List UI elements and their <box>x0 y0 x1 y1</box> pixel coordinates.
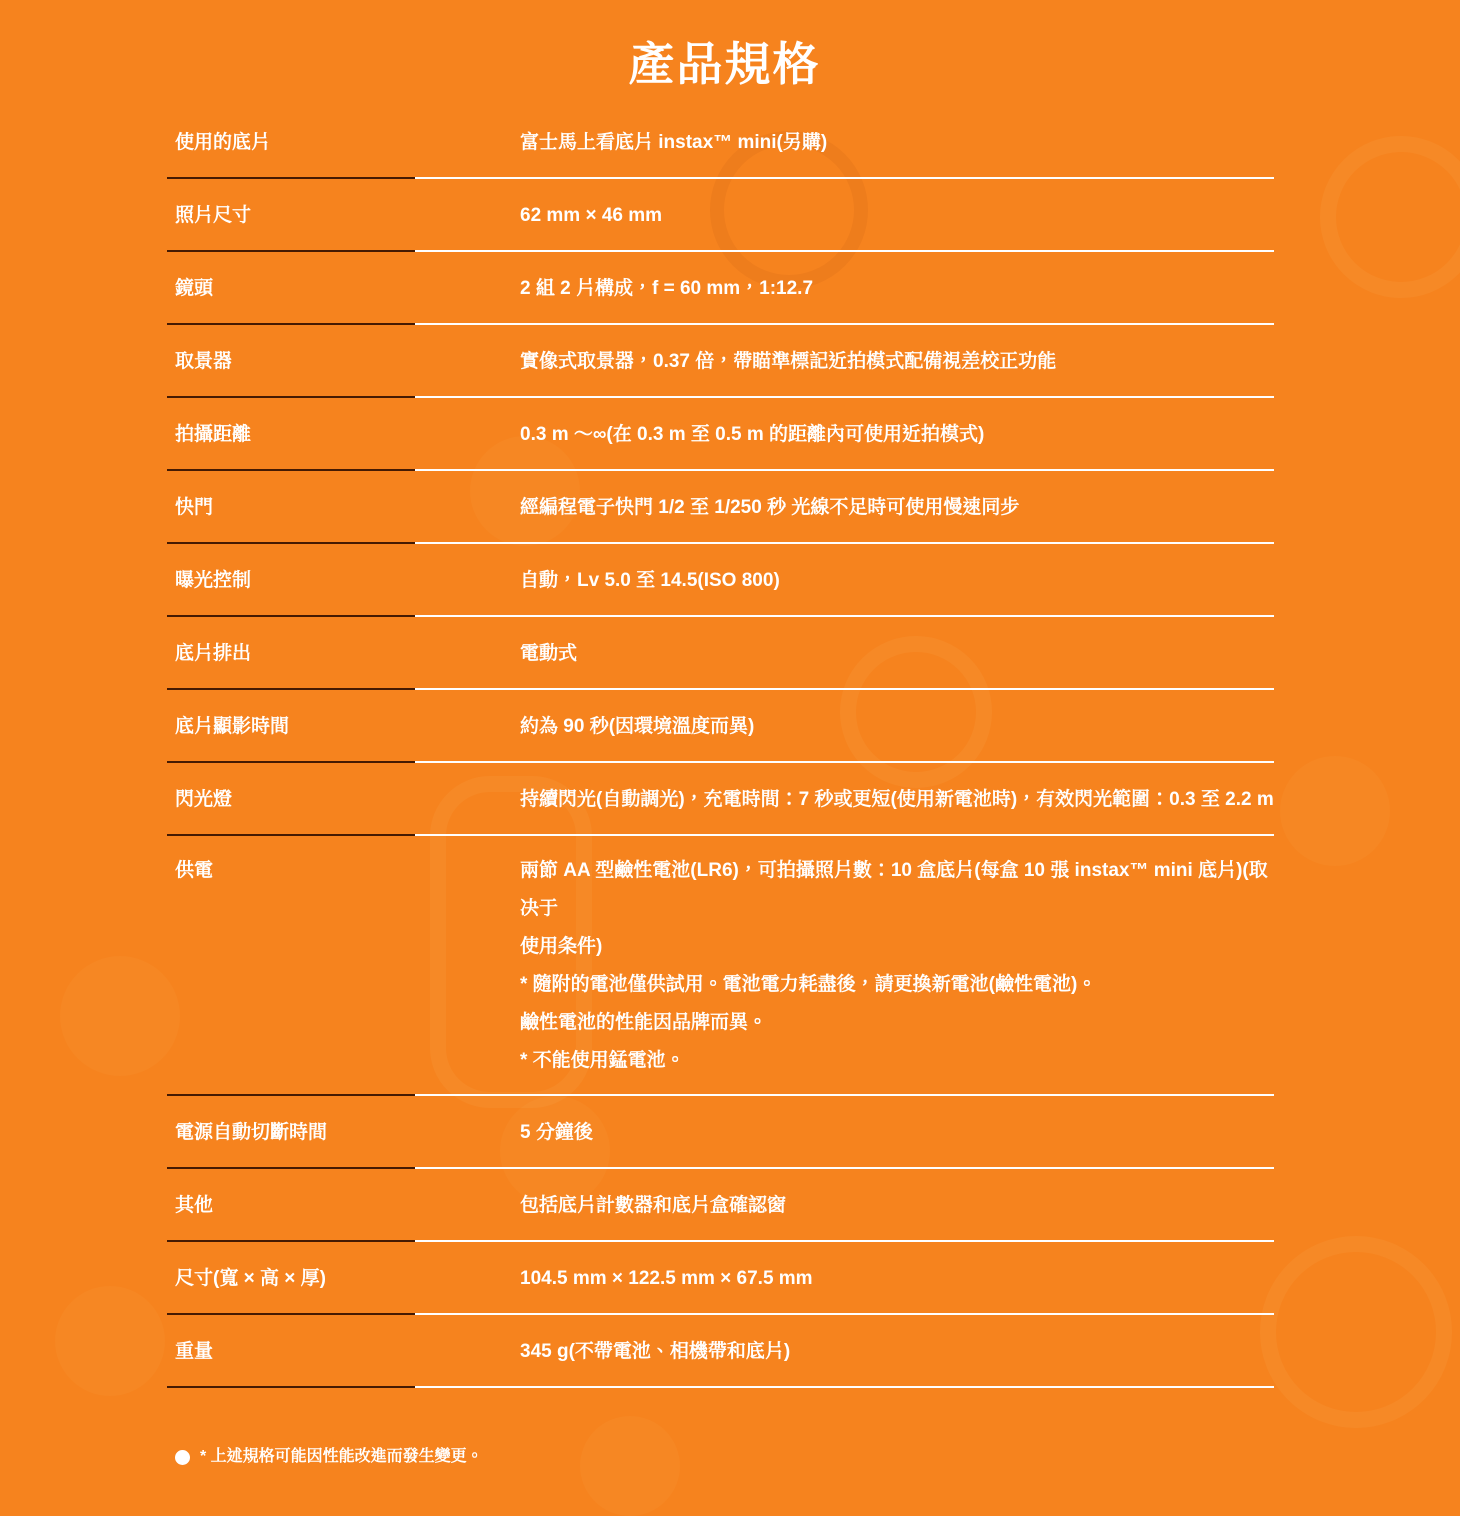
spec-label: 照片尺寸 <box>175 204 252 226</box>
spec-label: 使用的底片 <box>175 131 271 153</box>
spec-row <box>175 252 1274 325</box>
spec-label: 底片排出 <box>175 642 252 664</box>
spec-value: 62 mm × 46 mm <box>520 204 663 226</box>
spec-value-line: 鹼性電池的性能因品牌而異。 <box>520 1012 768 1033</box>
spec-value: 電動式 <box>520 642 578 664</box>
spec-label: 重量 <box>175 1340 214 1362</box>
spec-row <box>175 179 1274 252</box>
spec-row <box>175 544 1274 617</box>
spec-value-line: 兩節 AA 型鹼性電池(LR6)，可拍攝照片數：10 盒底片(每盒 10 張 instax™ mini 底片)(取决于 <box>520 860 1268 919</box>
spec-label: 其他 <box>175 1194 214 1216</box>
spec-label: 鏡頭 <box>175 277 214 299</box>
spec-value: 5 分鐘後 <box>520 1121 593 1143</box>
spec-value: 經編程電子快門 1/2 至 1/250 秒 光線不足時可使用慢速同步 <box>520 496 1020 518</box>
spec-row <box>175 1169 1274 1242</box>
spec-row <box>175 325 1274 398</box>
spec-value: 富士馬上看底片 instax™ mini(另購) <box>520 131 828 153</box>
spec-value-line: * 不能使用錳電池。 <box>520 1050 685 1071</box>
spec-row <box>175 1242 1274 1315</box>
spec-label: 拍攝距離 <box>175 423 252 445</box>
page-title: 產品規格 <box>628 38 821 90</box>
row-divider <box>167 1386 1274 1388</box>
spec-value-line: 使用条件) <box>520 936 603 957</box>
spec-label: 曝光控制 <box>175 569 252 591</box>
spec-value: 345 g(不帶電池、相機帶和底片) <box>520 1340 791 1362</box>
spec-value: 2 組 2 片構成，f = 60 mm，1:12.7 <box>520 277 814 299</box>
spec-row <box>175 763 1274 836</box>
spec-row <box>175 471 1274 544</box>
spec-row <box>175 106 1274 179</box>
spec-value: 持續閃光(自動調光)，充電時間：7 秒或更短(使用新電池時)，有效閃光範圍：0.3 至 2.2 m <box>520 788 1274 810</box>
spec-value <box>520 852 1274 1080</box>
spec-value: 自動，Lv 5.0 至 14.5(ISO 800) <box>520 569 780 591</box>
spec-label: 供電 <box>175 860 214 881</box>
spec-value-line: * 隨附的電池僅供試用。電池電力耗盡後，請更換新電池(鹼性電池)。 <box>520 974 1097 995</box>
spec-value: 0.3 m ～∞(在 0.3 m 至 0.5 m 的距離內可使用近拍模式) <box>520 423 985 445</box>
spec-row <box>175 617 1274 690</box>
footer-note-text: * 上述規格可能因性能改進而發生變更。 <box>200 1448 483 1465</box>
bullet-circle-icon <box>175 1450 190 1465</box>
spec-label: 閃光燈 <box>175 788 233 810</box>
spec-value: 約為 90 秒(因環境溫度而異) <box>520 715 755 737</box>
footer-note <box>175 1444 483 1470</box>
spec-label: 取景器 <box>175 350 233 372</box>
watermark-logo-icon <box>60 956 180 1076</box>
watermark-logo-icon <box>580 1416 680 1516</box>
watermark-logo-icon <box>55 1286 165 1396</box>
spec-row <box>175 836 1274 1096</box>
spec-row <box>175 1315 1274 1388</box>
watermark-logo-icon <box>1320 136 1460 298</box>
spec-value: 包括底片計數器和底片盒確認窗 <box>520 1194 787 1216</box>
spec-row <box>175 398 1274 471</box>
watermark-logo-icon <box>1280 756 1390 866</box>
spec-label: 尺寸(寬 × 高 × 厚) <box>175 1267 326 1289</box>
spec-row <box>175 690 1274 763</box>
spec-table <box>175 106 1274 1388</box>
spec-label: 快門 <box>175 496 214 518</box>
watermark-logo-icon <box>1260 1236 1452 1428</box>
spec-value: 實像式取景器，0.37 倍，帶瞄準標記近拍模式配備視差校正功能 <box>520 350 1057 372</box>
spec-label: 電源自動切斷時間 <box>175 1121 328 1143</box>
spec-row <box>175 1096 1274 1169</box>
spec-value: 104.5 mm × 122.5 mm × 67.5 mm <box>520 1267 813 1289</box>
spec-label: 底片顯影時間 <box>175 715 290 737</box>
